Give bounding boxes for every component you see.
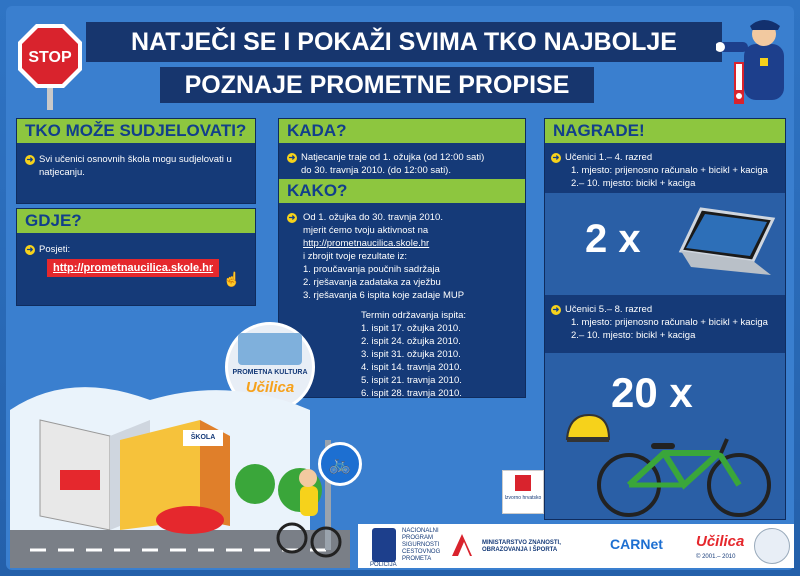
title-bar-1 xyxy=(86,22,722,62)
title-bar-2 xyxy=(160,67,594,103)
who-text-1: Svi učenici osnovnih škola mogu sudjelovati u xyxy=(39,154,232,165)
bike-count: 20 x xyxy=(611,369,693,416)
nacionalni-line: SIGURNOSTI xyxy=(402,542,440,548)
laptop-count: 2 x xyxy=(585,217,641,261)
when-heading: KADA? xyxy=(279,119,525,143)
bicycle-icon xyxy=(589,433,779,522)
schedule-item: 2. ispit 24. ožujka 2010. xyxy=(361,336,461,347)
arrow-bullet-icon: ➜ xyxy=(26,245,34,254)
ucilica-logo: Učilica xyxy=(245,379,295,396)
nacionalni-program-text xyxy=(402,528,444,563)
who-text-2: natjecanju. xyxy=(39,167,85,178)
exam-schedule xyxy=(361,309,521,400)
stop-sign-icon xyxy=(14,20,86,110)
schedule-item: 6. ispit 28. travnja 2010. xyxy=(361,388,462,399)
copyright-text: © 2001.– 2010 xyxy=(696,554,736,560)
nacionalni-line: NACIONALNI xyxy=(402,528,439,534)
ucilica-footer-logo: Učilica xyxy=(696,533,745,550)
policija-text: POLICIJA xyxy=(370,562,397,568)
where-panel xyxy=(16,208,256,306)
how-line: 2. rješavanja zadataka za vježbu xyxy=(303,277,441,288)
izvorno-text: Izvorno hrvatsko xyxy=(504,495,542,501)
police-officer-icon xyxy=(716,14,794,114)
how-line: mjerit ćemo tvoju aktivnost na xyxy=(303,225,429,236)
izvorno-hrvatsko-logo xyxy=(502,470,544,514)
stop-sign-text: STOP xyxy=(28,49,72,66)
bicycle-path-sign-icon: 🚲 xyxy=(318,442,362,486)
prize-group2-p1: 1. mjesto: prijenosno računalo + bicikl + kaciga xyxy=(571,317,768,328)
sponsor-footer xyxy=(358,524,794,568)
when-how-panel xyxy=(278,118,526,398)
page-title: NATJEČI SE I POKAŽI SVIMA TKO NAJBOLJE xyxy=(131,28,677,56)
badge-photo xyxy=(238,333,302,365)
cursor-hand-icon: ☝ xyxy=(223,271,241,287)
schedule-item: 3. ispit 31. ožujka 2010. xyxy=(361,349,461,360)
arrow-bullet-icon: ➜ xyxy=(288,213,296,222)
ucilica-badge-icon xyxy=(754,528,790,564)
how-link[interactable]: http://prometnaucilica.skole.hr xyxy=(303,238,430,249)
nacionalni-program-icon xyxy=(448,532,474,558)
policija-badge-icon xyxy=(372,528,396,562)
schedule-item: 1. ispit 17. ožujka 2010. xyxy=(361,323,461,334)
when-text-2: do 30. travnja 2010. (do 12:00 sati). xyxy=(301,165,451,176)
prizes-heading: NAGRADE! xyxy=(545,119,785,143)
badge-title: PROMETNA KULTURA xyxy=(232,369,308,376)
arrow-bullet-icon: ➜ xyxy=(26,155,34,164)
prize-group1-p2: 2.– 10. mjesto: bicikl + kaciga xyxy=(571,178,696,189)
nacionalni-line: CESTOVNOG xyxy=(402,549,441,555)
when-text-1: Natjecanje traje od 1. ožujka (od 12:00 sati) xyxy=(301,152,485,163)
how-line: 1. proučavanja poučnih sadržaja xyxy=(303,264,440,275)
prize-group2-title: Učenici 5.– 8. razred xyxy=(565,304,653,315)
checker-icon xyxy=(515,475,531,491)
how-heading: KAKO? xyxy=(279,179,525,203)
carnet-logo: CARNet xyxy=(610,536,663,552)
how-line: i zbrojit tvoje rezultate iz: xyxy=(303,251,408,262)
nacionalni-line: PROGRAM xyxy=(402,535,434,541)
school-sign: ŠKOLA xyxy=(183,430,223,446)
prize-group1-title: Učenici 1.– 4. razred xyxy=(565,152,653,163)
arrow-bullet-icon: ➜ xyxy=(288,153,296,162)
prizes-panel xyxy=(544,118,786,520)
street-scene xyxy=(10,380,350,568)
contest-url-link[interactable]: http://prometnaucilica.skole.hr xyxy=(47,259,219,277)
who-heading: TKO MOŽE SUDJELOVATI? xyxy=(17,119,255,143)
page-subtitle: POZNAJE PROMETNE PROPISE xyxy=(184,71,570,99)
prize-group1-p1: 1. mjesto: prijenosno računalo + bicikl + kaciga xyxy=(571,165,768,176)
schedule-item: 5. ispit 21. travnja 2010. xyxy=(361,375,462,386)
ministarstvo-logo: MINISTARSTVO ZNANOSTI, OBRAZOVANJA I ŠPORTA xyxy=(482,540,561,553)
nacionalni-line: PROMETA xyxy=(402,556,432,562)
prize-group2-p2: 2.– 10. mjesto: bicikl + kaciga xyxy=(571,330,696,341)
arrow-bullet-icon: ➜ xyxy=(552,305,560,314)
schedule-title: Termin održavanja ispita: xyxy=(361,310,467,321)
schedule-item: 4. ispit 14. travnja 2010. xyxy=(361,362,462,373)
laptop-icon xyxy=(661,205,781,290)
arrow-bullet-icon: ➜ xyxy=(552,153,560,162)
how-line: 3. rješavanja 6 ispita koje zadaje MUP xyxy=(303,290,465,301)
where-label: Posjeti: xyxy=(39,244,71,255)
who-panel xyxy=(16,118,256,204)
how-line: Od 1. ožujka do 30. travnja 2010. xyxy=(303,212,443,223)
where-heading: GDJE? xyxy=(17,209,255,233)
